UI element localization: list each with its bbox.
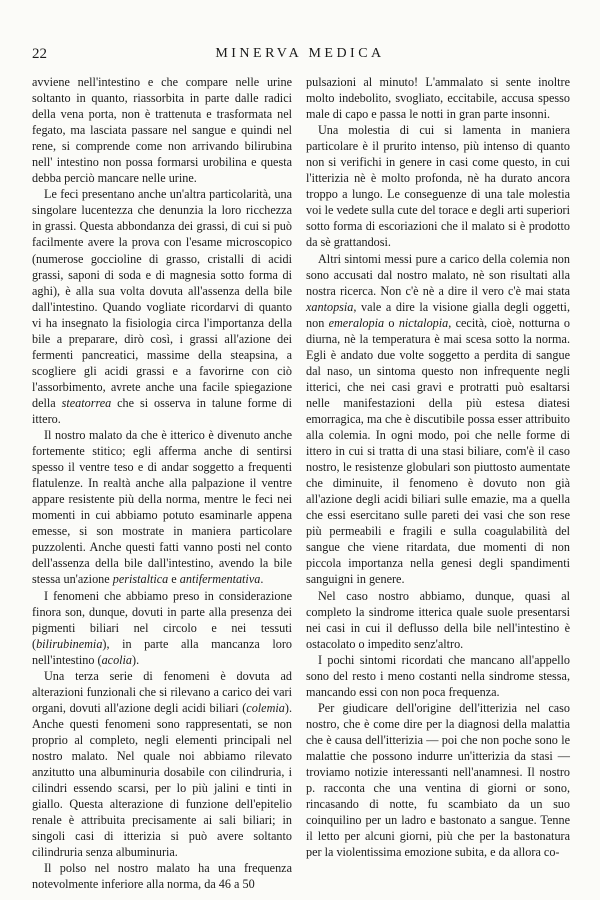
running-title: MINERVA MEDICA [215, 46, 385, 61]
page-number: 22 [32, 46, 47, 62]
right-paragraph-0: pulsazioni al minuto! L'ammalato si sente inoltre molto indebolito, svogliato, eccitabile, accusa spesso male di capo e passa le notti in gran parte insonni. [306, 75, 570, 122]
right-paragraph-2: Altri sintomi messi pure a carico della colemia non sono accusati dal nostro malato, nè son risultati alla nostra ricerca. Non c'è nè a dire il vero c'è mai stata xantopsia, vale a dire la visione gialla degli oggetti, non emeralopia o nictalopia, cecità, cioè, notturna o diurna, nè la temperatura è mai scesa sotto la norma. Egli è andato due volte soggetto a perdita di sangue dal naso, un sintoma questo non infrequente negli itterici, che nei casi gravi e protratti può esaltarsi nelle manifestazioni della più estesa diatesi emorragica, ma che è discutibile possa esser attribuito alla colemia. In ogni modo, poi che nelle forme di ittero in cui si tratta di una stasi biliare, com'è il caso nostro, le resistenze globulari son piuttosto aumentate che diminuite, il fenomeno è dovuto non già all'azione degli acidi biliari sulle emazie, ma a quella che essi esercitano sulle pareti dei vasi che son rese più permeabili e fragili e sulla coagulabilità del sangue che viene ritardata, due momenti di non piccola importanza nella genesi degli spandimenti sanguigni in genere. [306, 251, 571, 587]
page-header [0, 42, 600, 66]
left-paragraph-5: Il polso nel nostro malato ha una frequenza notevolmente inferiore alla norma, da 46 a 50 [32, 861, 292, 892]
left-paragraph-0: avviene nell'intestino e che compare nelle urine soltanto in quanto, riassorbita in parte dalle radici della vena porta, non è trattenuta e trasformata nel fegato, ma lasciata passare nel sangue e quindi nel rene, si comprende come non arrivando bilirubina nell' intestino non possa formarsi urobilina e questa debba perciò mancare nelle urine. [32, 75, 292, 186]
left-column [32, 74, 292, 892]
left-paragraph-1: Le feci presentano anche un'altra particolarità, una singolare lucentezza che denunzia la loro ricchezza in grassi. Questa abbondanza dei grassi, di cui si può facilmente avere la prova con l'esame microscopico (numerose goccioline di grasso, cristalli di acidi grassi, saponi di soda e di magnesia sotto forma di aghi), è alla sua volta dovuta all'assenza della bile dall'intestino. Quando vogliate ricordarvi di quanto vi ha insegnato la fisiologia circa l'importanza della bile a preparare, dirò così, i grassi all'azione dei fermenti pancreatici, massime della steapsina, a scogliere gli acidi grassi e a favorirne con ciò l'assorbimento, avrete anche una facile spiegazione della steatorrea che si osserva in talune forme di ittero. [32, 187, 292, 426]
left-paragraph-3: I fenomeni che abbiamo preso in considerazione finora son, dunque, dovuti in parte alla presenza dei pigmenti biliari nel circolo e nei tessuti (bilirubinemia), in parte alla mancanza loro nell'intestino (acolia). [32, 588, 292, 667]
right-paragraph-3: Nel caso nostro abbiamo, dunque, quasi al completo la sindrome itterica quale suole presentarsi nei casi in cui il deflusso della bile nell'intestino è ostacolato o impedito senz'altro. [306, 588, 570, 651]
right-paragraph-4: I pochi sintomi ricordati che mancano all'appello sono del resto i meno costanti nella sindrome stessa, mancando essi con non poca frequenza. [306, 652, 570, 699]
left-paragraph-4: Una terza serie di fenomeni è dovuta ad alterazioni funzionali che si rilevano a carico dei vari organi, dovuti all'azione degli acidi biliari (colemia). Anche questi fenomeni sono rappresentati, se non proprio al completo, negli elementi principali nel nostro malato. Nel quale noi abbiamo rilevato anzitutto una albuminuria dosabile con cilindruria, i cilindri essendo scarsi, per lo più jalini e tinti in giallo. Questa alterazione di funzione dell'epitelio renale è attribuita precisamente ai sali biliari; in singoli casi di itterizia si può avere soltanto cilindruria senza albuminuria. [32, 668, 292, 860]
right-paragraph-5: Per giudicare dell'origine dell'itterizia nel caso nostro, che è come dire per la diagnosi della malattia che è causa dell'itterizia — poi che non poche sono le malattie che possono indurre un'itterizia da stasi — troviamo notizie interessanti nell'anamnesi. Il nostro p. racconta che una ventina di giorni or sono, rincasando di notte, fu scambiato da un suo coinquilino per un ladro e bastonato a sangue. Tenne il letto per alcuni giorni, più che per la bastonatura per la violentissima emozione subita, e da allora co- [306, 700, 570, 860]
left-paragraph-2: Il nostro malato da che è itterico è divenuto anche fortemente stitico; egli afferma anche di sentirsi spesso il ventre teso e di andar soggetto a frequenti flatulenze. In realtà anche alla palpazione il ventre appare resistente più della norma, mentre le feci nei momenti in cui abbiamo potuto esaminarle appena emesse, si son mostrate in maniera particolare puzzolenti. Anche questi fatti vanno posti nel conto dell'assenza della bile dall'intestino, avendo la bile stessa un'azione peristaltica e antifermentativa. [32, 428, 292, 587]
right-paragraph-1: Una molestia di cui si lamenta in maniera particolare è il prurito intenso, più intenso di quanto non si verifichi in genere in casi come questo, in cui l'itterizia nè è molto profonda, nè ha durato ancora troppo a lungo. Le conseguenze di una tale molestia voi le vedete sulla cute del torace e degli arti superiori sotto forma di escoriazioni che il malato si è prodotto da sè grattandosi. [306, 123, 570, 250]
right-column [306, 74, 570, 860]
